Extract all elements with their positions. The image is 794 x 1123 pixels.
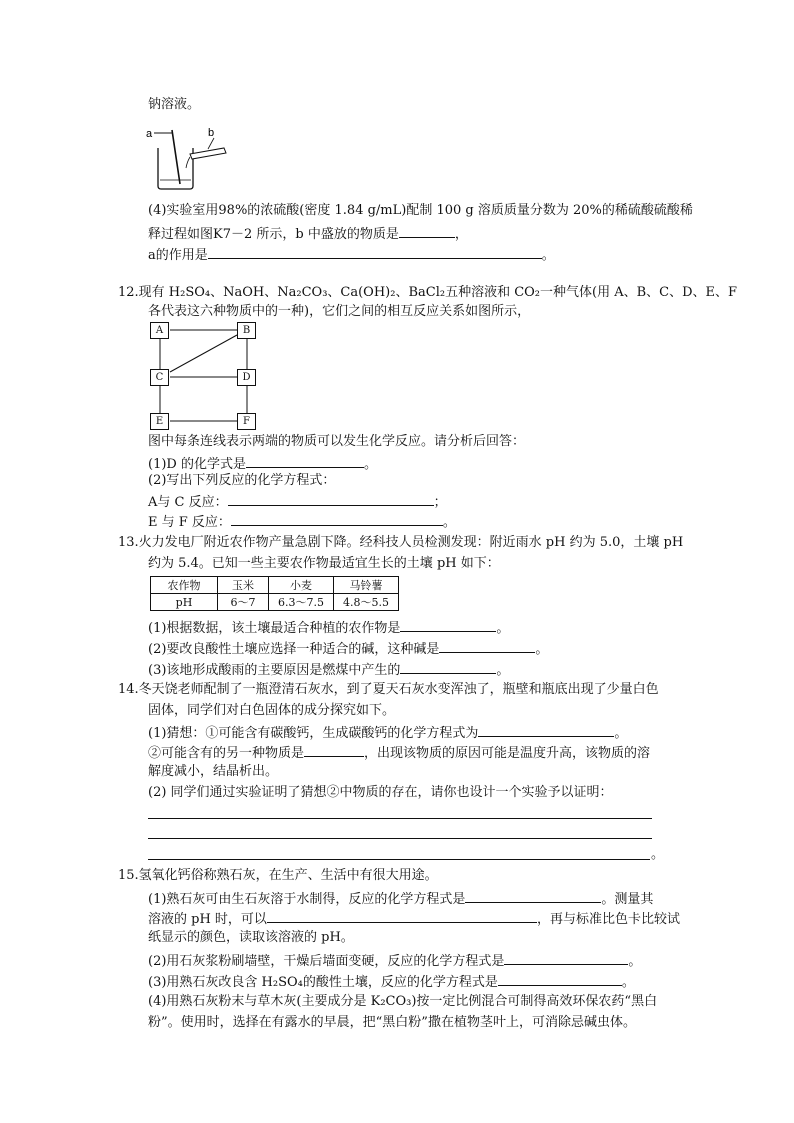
q11-p4-line1: (4)实验室用98%的浓硫酸(密度 1.84 g/mL)配制 100 g 溶质质量分数为 20%的稀硫酸硫酸稀 bbox=[148, 203, 693, 218]
answer-blank[interactable] bbox=[439, 638, 535, 653]
ph-table bbox=[150, 576, 399, 611]
q11-p4-line2: 释过程如图K7－2 所示，b 中盛放的物质是 ， bbox=[148, 223, 468, 244]
table-cell: 6～7 bbox=[218, 594, 269, 611]
q14-line1: 14.冬天饶老师配制了一瓶澄清石灰水，到了夏天石灰水变浑浊了，瓶壁和瓶底出现了少量白色 bbox=[118, 682, 659, 697]
node-b: B bbox=[237, 322, 256, 339]
q15-s4: (2)用石灰浆粉刷墙壁，干燥后墙面变硬，反应的化学方程式是 。 bbox=[148, 950, 641, 971]
answer-blank[interactable] bbox=[399, 223, 455, 238]
q14-s4: (2) 同学们通过实验证明了猜想②中物质的存在，请你也设计一个实验予以证明： bbox=[148, 785, 613, 800]
q11-p4-line3: a的作用是 。 bbox=[148, 244, 555, 265]
answer-blank[interactable] bbox=[304, 742, 364, 757]
q12-q2: (2)写出下列反应的化学方程式： bbox=[148, 473, 336, 488]
q13-s1: (1)根据数据，该土壤最适合种植的农作物是 。 bbox=[148, 617, 509, 638]
answer-line[interactable] bbox=[148, 838, 652, 839]
answer-blank[interactable] bbox=[208, 244, 542, 259]
node-f: F bbox=[237, 413, 256, 430]
table-cell: 6.3～7.5 bbox=[269, 594, 334, 611]
node-c: C bbox=[150, 369, 169, 386]
table-cell: 马铃薯 bbox=[334, 577, 399, 594]
beaker-figure bbox=[144, 122, 244, 192]
q13-line2: 约为 5.4。已知一些主要农作物最适宜生长的土壤 pH 如下： bbox=[148, 556, 500, 571]
node-d: D bbox=[237, 369, 256, 386]
q15-s2: 溶液的 pH 时，可以 ，再与标准比色卡比较试 bbox=[148, 908, 680, 929]
answer-blank[interactable] bbox=[478, 722, 614, 737]
answer-blank[interactable] bbox=[465, 888, 601, 903]
fig-label-a: a bbox=[146, 128, 153, 140]
answer-blank[interactable] bbox=[400, 659, 496, 674]
q14-line2: 固体，同学们对白色固体的成分探究如下。 bbox=[148, 703, 396, 718]
q12-line3: 图中每条连线表示两端的物质可以发生化学反应。请分析后回答： bbox=[148, 434, 526, 449]
node-e: E bbox=[150, 413, 169, 430]
q13-s3: (3)该地形成酸雨的主要原因是燃煤中产生的 。 bbox=[148, 659, 509, 680]
table-cell: 4.8～5.5 bbox=[334, 594, 399, 611]
answer-blank[interactable] bbox=[231, 511, 443, 526]
q15-line1: 15.氢氧化钙俗称熟石灰，在生产、生活中有很大用途。 bbox=[118, 868, 438, 883]
q15-s6: (4)用熟石灰粉末与草木灰(主要成分是 K₂CO₃)按一定比例混合可制得高效环保农药“黑白 bbox=[148, 994, 658, 1009]
q13-s2: (2)要改良酸性土壤应选择一种适合的碱，这种碱是 。 bbox=[148, 638, 548, 659]
q14-s3: 解度减小，结晶析出。 bbox=[148, 764, 279, 779]
answer-blank[interactable] bbox=[498, 971, 622, 986]
q14-end: 。 bbox=[651, 847, 665, 862]
q13-line1: 13.火力发电厂附近农作物产量急剧下降。经科技人员检测发现：附近雨水 pH 约为 5.0，土壤 pH bbox=[118, 535, 684, 550]
table-cell: pH bbox=[151, 594, 218, 611]
answer-blank[interactable] bbox=[400, 617, 496, 632]
q15-s1: (1)熟石灰可由生石灰溶于水制得，反应的化学方程式是 。测量其 bbox=[148, 888, 653, 909]
table-cell: 农作物 bbox=[151, 577, 218, 594]
q14-s2: ②可能含有的另一种物质是 ，出现该物质的原因可能是温度升高，该物质的溶 bbox=[148, 742, 650, 763]
fig-label-b: b bbox=[208, 127, 215, 139]
answer-line[interactable] bbox=[148, 859, 650, 860]
answer-blank[interactable] bbox=[246, 453, 364, 468]
answer-blank[interactable] bbox=[504, 950, 628, 965]
answer-line[interactable] bbox=[148, 818, 652, 819]
table-row bbox=[151, 594, 399, 611]
q12-ac: A与 C 反应： ； bbox=[148, 491, 447, 512]
table-cell: 小麦 bbox=[269, 577, 334, 594]
q12-ef: E 与 F 反应： 。 bbox=[148, 511, 456, 532]
node-a: A bbox=[150, 322, 169, 339]
answer-blank[interactable] bbox=[267, 908, 537, 923]
q12-line1: 12.现有 H₂SO₄、NaOH、Na₂CO₃、Ca(OH)₂、BaCl₂五种溶液和 CO₂一种气体(用 A、B、C、D、E、F bbox=[118, 285, 738, 300]
q11-top-text: 钠溶液。 bbox=[148, 97, 201, 112]
answer-blank[interactable] bbox=[228, 491, 434, 506]
table-cell: 玉米 bbox=[218, 577, 269, 594]
q15-s5: (3)用熟石灰改良含 H₂SO₄的酸性土壤，反应的化学方程式是 。 bbox=[148, 971, 635, 992]
q12-line2: 各代表这六种物质中的一种)，它们之间的相互反应关系如图所示， bbox=[148, 304, 531, 319]
q15-s3: 纸显示的颜色，读取该溶液的 pH。 bbox=[148, 930, 354, 945]
table-row bbox=[151, 577, 399, 594]
q12-q1: (1)D 的化学式是 。 bbox=[148, 453, 377, 474]
q14-s1: (1)猜想：①可能含有碳酸钙，生成碳酸钙的化学方程式为 。 bbox=[148, 722, 627, 743]
q15-s7: 粉”。使用时，选择在有露水的早晨，把“黑白粉”撒在植物茎叶上，可消除忌碱虫体。 bbox=[148, 1015, 636, 1030]
